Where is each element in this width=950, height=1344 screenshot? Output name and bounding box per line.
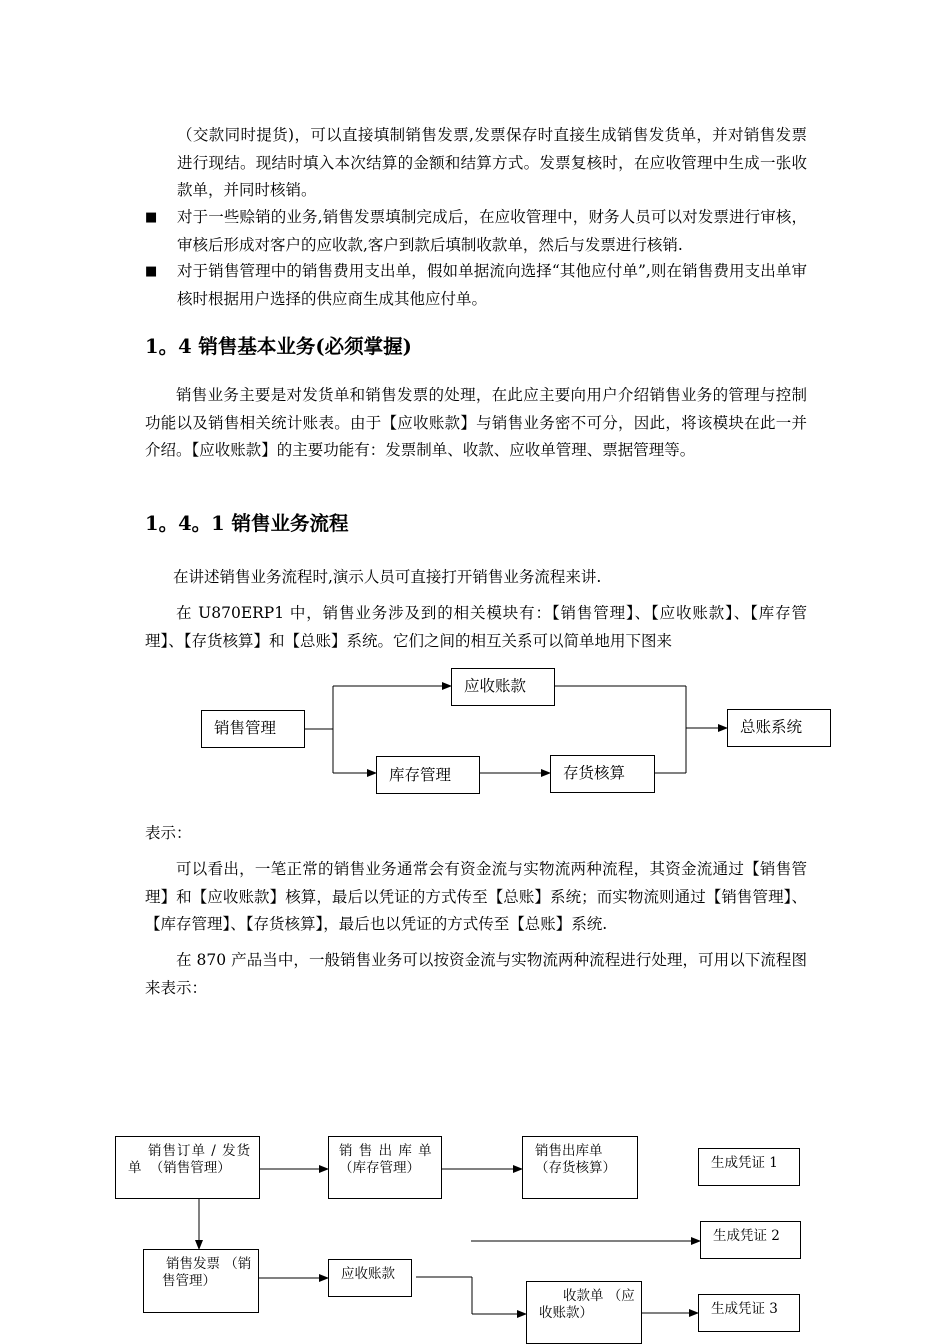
section-heading-1-4: 1。4 销售基本业务(必须掌握) (145, 335, 412, 358)
section-heading-1-4-1: 1。4。1 销售业务流程 (145, 512, 349, 535)
voucher-3-box (698, 1294, 800, 1332)
receipt-line1: 收款单 (563, 1288, 604, 1304)
outbound-stock-line1: 销售出库单 (535, 1143, 603, 1159)
bullet-item-1: 对于一些赊销的业务,销售发票填制完成后，在应收管理中，财务人员可以对发票进行审核，审核后形成对客户的应收款,客户到款后填制收款单，然后与发票进行核销. (177, 208, 807, 254)
voucher-1-label: 生成凭证 1 (711, 1155, 778, 1171)
receipt-box (526, 1281, 642, 1344)
paragraph-modules: 在 U870ERP1 中，销售业务涉及到的相关模块有：【销售管理】、【应收账款】、【库存管理】、【存货核算】和【总账】系统。它们之间的相互关系可以简单地用下图来 (145, 604, 807, 650)
sales-invoice-box (143, 1249, 259, 1313)
voucher-3-label: 生成凭证 3 (711, 1301, 778, 1317)
receivables-box-2 (328, 1259, 412, 1297)
outbound-stock-line2: （存货核算） (535, 1160, 616, 1176)
sales-order-line3: （销售管理） (149, 1160, 231, 1176)
bullet-marker: ■ (145, 264, 158, 279)
paragraph-sales-intro: 销售业务主要是对发货单和销售发票的处理，在此应主要向用户介绍销售业务的管理与控制功能以及销售相关统计账表。由于【应收账款】与销售业务密不可分，因此，将该模块在此一并介绍。【应收账款】的主要功能有：发票制单、收款、应收单管理、票据管理等。 (145, 386, 807, 459)
sales-invoice-line1: 销售发票 (166, 1256, 220, 1272)
paragraph-show: 表示： (145, 824, 192, 842)
paragraph-flows: 可以看出，一笔正常的销售业务通常会有资金流与实物流两种流程，其资金流通过【销售管理】和【应收账款】核算，最后以凭证的方式传至【总账】系统；而实物流则通过【销售管理】、【库存管理】、【存货核算】，最后也以凭证的方式传至【总账】系统. (145, 860, 807, 933)
voucher-2-label: 生成凭证 2 (713, 1228, 780, 1244)
paragraph-continued: （交款同时提货)，可以直接填制销售发票,发票保存时直接生成销售发货单，并对销售发票进行现结。现结时填入本次结算的金额和结算方式。发票复核时，在应收管理中生成一张收款单，并同时核销。 (177, 126, 807, 199)
inventory-management-label: 库存管理 (389, 766, 452, 784)
stock-accounting-label: 存货核算 (563, 764, 626, 782)
voucher-2-box (700, 1221, 801, 1259)
receipt-line2: （应收账款） (539, 1288, 635, 1321)
general-ledger-label: 总账系统 (740, 718, 803, 736)
bullet-marker: ■ (145, 210, 158, 225)
sales-invoice-line2: （销售管理） (162, 1256, 252, 1289)
bullet-item-2: 对于销售管理中的销售费用支出单，假如单据流向选择“其他应付单”,则在销售费用支出单审核时根据用户选择的供应商生成其他应付单。 (177, 262, 807, 308)
voucher-1-box (698, 1148, 800, 1186)
sales-order-line1: 销售订单 / 发货 (148, 1143, 252, 1159)
receivables-label-2: 应收账款 (341, 1266, 395, 1282)
outbound-inventory-line1: 销 售 出 库 单 (339, 1143, 433, 1159)
sales-order-box (115, 1136, 260, 1199)
receivables-label: 应收账款 (464, 677, 527, 695)
sales-management-label: 销售管理 (214, 719, 277, 737)
outbound-inventory-line2: （库存管理） (339, 1160, 420, 1176)
paragraph-demo-note: 在讲述销售业务流程时,演示人员可直接打开销售业务流程来讲. (173, 568, 602, 586)
paragraph-870-flow: 在 870 产品当中，一般销售业务可以按资金流与实物流两种流程进行处理，可用以下流程图来表示： (145, 951, 807, 997)
outbound-stock-box (522, 1136, 638, 1199)
sales-order-line2: 单 (128, 1160, 142, 1176)
outbound-inventory-box (328, 1136, 442, 1199)
